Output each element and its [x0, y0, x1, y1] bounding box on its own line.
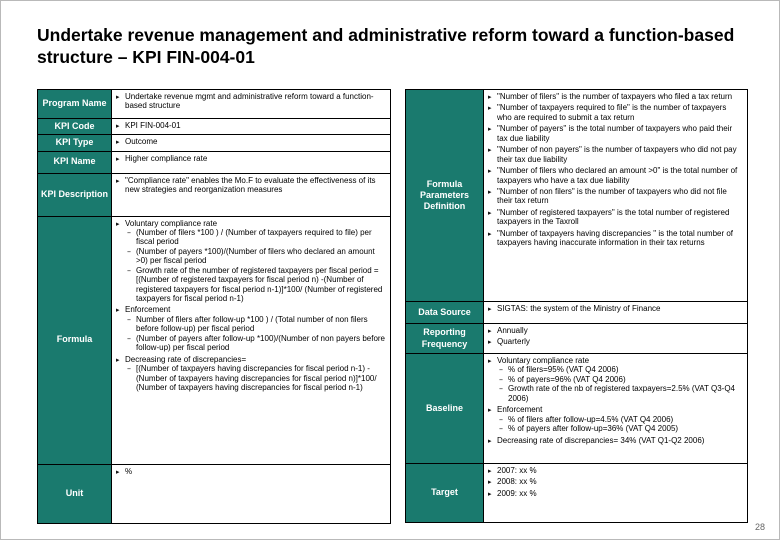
arrow-bullet-icon: ▸ [116, 467, 120, 476]
row-header-target: Target [406, 464, 484, 522]
dash-bullet-icon: – [499, 424, 503, 434]
bullet-item [488, 166, 743, 185]
bullet-item [488, 436, 743, 445]
bullet-text: Voluntary compliance rate [125, 218, 218, 228]
sub-bullet-item [499, 365, 743, 374]
bullet-text: "Number of filers who declared an amount >0" is the total number of taxpayers who have a tax due liability [497, 166, 738, 185]
bullet-text: Growth rate of the number of registered taxpayers per fiscal period = [(Number of registered taxpayers for fiscal period n) -(Number of registered taxpayers for fiscal period n-1)]*100/ (Number of registered taxpayers for fiscal period n-1) [136, 265, 383, 303]
table-row-kpi-name [38, 152, 390, 174]
table-row-kpi-type [38, 135, 390, 151]
row-content-formula-parameters [484, 90, 747, 301]
dash-bullet-icon: – [499, 374, 503, 384]
row-content-kpi-type [112, 135, 390, 150]
arrow-bullet-icon: ▸ [488, 406, 492, 415]
arrow-bullet-icon: ▸ [116, 93, 120, 101]
dash-bullet-icon: – [127, 333, 131, 343]
bullet-text: Quarterly [497, 337, 530, 347]
bullet-text: Voluntary compliance rate [497, 356, 590, 365]
dash-bullet-icon: – [127, 265, 131, 275]
bullet-text: "Number of taxpayers having discrepancies " is the total number of taxpayers having inaccurate information in their tax returns [497, 228, 734, 248]
row-content-kpi-code [112, 119, 390, 134]
slide-title: Undertake revenue management and administrative reform toward a function-based structure – KPI FIN-004-01 [37, 25, 735, 67]
bullet-text: 2008: xx % [497, 477, 537, 487]
arrow-bullet-icon: ▸ [488, 327, 492, 335]
bullet-item [116, 176, 386, 195]
bullet-item [488, 466, 743, 475]
bullet-text: "Compliance rate" enables the Mo.F to evaluate the effectiveness of its new strategies and reorganization measures [125, 175, 376, 194]
dash-bullet-icon: – [127, 364, 131, 374]
sub-bullet-item [499, 384, 743, 403]
bullet-text: Number of filers after follow-up *100 ) / (Total number of non filers before follow-up) per fiscal period [136, 314, 368, 334]
arrow-bullet-icon: ▸ [488, 93, 492, 101]
bullet-item [488, 489, 743, 498]
bullet-text: "Number of payers" is the total number of taxpayers who paid their tax due liability [497, 124, 733, 143]
bullet-item [116, 154, 386, 163]
arrow-bullet-icon: ▸ [116, 122, 120, 130]
bullet-text: "Number of filers" is the number of taxpayers who filed a tax return [497, 92, 733, 101]
sub-bullet-item [127, 315, 386, 334]
row-header-baseline: Baseline [406, 354, 484, 463]
bullet-text: Higher compliance rate [125, 153, 208, 163]
bullet-text: Undertake revenue mgmt and administrative reform toward a function-based structure [125, 92, 374, 111]
bullet-item [116, 355, 386, 364]
arrow-bullet-icon: ▸ [488, 338, 492, 347]
table-row-formula [38, 217, 390, 465]
bullet-text: KPI FIN-004-01 [125, 121, 181, 130]
bullet-text: % of filers after follow-up=4.5% (VAT Q4 2006) [508, 414, 674, 424]
sub-bullet-item [499, 424, 743, 433]
table-row-unit [38, 465, 390, 523]
bullet-item [488, 187, 743, 206]
row-header-data-source: Data Source [406, 302, 484, 323]
bullet-item [116, 137, 386, 146]
bullet-item [488, 356, 743, 365]
table-row-formula-parameters [406, 90, 747, 302]
bullet-text: "Number of non payers" is the number of taxpayers who did not pay their tax due liability [497, 145, 737, 164]
bullet-item [488, 229, 743, 248]
row-header-formula-parameters: Formula Parameters Definition [406, 90, 484, 301]
bullet-item [488, 124, 743, 143]
bullet-text: 2007: xx % [497, 466, 537, 475]
page-number: 28 [754, 522, 765, 532]
bullet-item [488, 208, 743, 227]
sub-bullet-item [127, 364, 386, 392]
bullet-text: SIGTAS: the system of the Ministry of Finance [497, 304, 661, 313]
row-content-unit [112, 465, 390, 523]
arrow-bullet-icon: ▸ [116, 355, 120, 364]
arrow-bullet-icon: ▸ [116, 219, 120, 228]
bullet-text: Growth rate of the nb of registered taxpayers=2.5% (VAT Q3-Q4 2006) [508, 384, 735, 403]
dash-bullet-icon: – [127, 314, 131, 324]
arrow-bullet-icon: ▸ [488, 467, 492, 475]
table-row-baseline [406, 354, 747, 464]
bullet-item [488, 477, 743, 486]
bullet-item [488, 92, 743, 101]
bullet-item [488, 304, 743, 313]
row-content-reporting-frequency [484, 324, 747, 353]
bullet-text: Decreasing rate of discrepancies= [125, 354, 247, 364]
sub-bullet-item [499, 415, 743, 424]
arrow-bullet-icon: ▸ [116, 176, 120, 185]
bullet-item [488, 326, 743, 335]
bullet-text: Enforcement [125, 305, 171, 315]
table-row-program-name [38, 90, 390, 119]
bullet-text: % of filers=95% (VAT Q4 2006) [508, 365, 619, 375]
arrow-bullet-icon: ▸ [488, 436, 492, 445]
bullet-item [488, 103, 743, 122]
bullet-item [488, 145, 743, 164]
arrow-bullet-icon: ▸ [488, 187, 492, 196]
arrow-bullet-icon: ▸ [488, 357, 492, 365]
row-header-reporting-frequency: Reporting Frequency [406, 324, 484, 353]
bullet-text: % of payers after follow-up=36% (VAT Q4 2005) [508, 424, 679, 434]
arrow-bullet-icon: ▸ [488, 104, 492, 113]
bullet-item [488, 405, 743, 414]
table-row-data-source [406, 302, 747, 324]
row-header-unit: Unit [38, 465, 112, 523]
bullet-text: % [125, 466, 133, 476]
bullet-text: Enforcement [497, 405, 543, 415]
row-content-baseline [484, 354, 747, 463]
row-content-data-source [484, 302, 747, 323]
sub-bullet-item [127, 266, 386, 304]
bullet-item [116, 219, 386, 228]
table-row-reporting-frequency [406, 324, 747, 354]
table-row-kpi-description [38, 174, 390, 217]
bullet-text: Decreasing rate of discrepancies= 34% (VAT Q1-Q2 2006) [497, 435, 705, 445]
dash-bullet-icon: – [499, 384, 503, 394]
bullet-item [116, 305, 386, 314]
bullet-text: (Number of filers *100 ) / (Number of taxpayers required to file) per fiscal period [136, 227, 372, 247]
arrow-bullet-icon: ▸ [488, 125, 492, 134]
dash-bullet-icon: – [127, 227, 131, 237]
arrow-bullet-icon: ▸ [488, 305, 492, 313]
bullet-item [116, 92, 386, 111]
row-header-program-name: Program Name [38, 90, 112, 118]
row-header-kpi-code: KPI Code [38, 119, 112, 134]
row-header-formula: Formula [38, 217, 112, 464]
row-content-kpi-description [112, 174, 390, 216]
dash-bullet-icon: – [499, 365, 503, 375]
bullet-text: Annually [497, 326, 528, 335]
arrow-bullet-icon: ▸ [116, 138, 120, 147]
bullet-text: % of payers=96% (VAT Q4 2006) [508, 374, 626, 384]
arrow-bullet-icon: ▸ [116, 306, 120, 315]
arrow-bullet-icon: ▸ [488, 208, 492, 217]
row-content-kpi-name [112, 152, 390, 173]
bullet-item [116, 467, 386, 476]
table-row-kpi-code [38, 119, 390, 135]
kpi-parameters-table [405, 89, 748, 523]
row-content-target [484, 464, 747, 522]
arrow-bullet-icon: ▸ [488, 478, 492, 487]
bullet-text: Outcome [125, 137, 158, 147]
row-header-kpi-type: KPI Type [38, 135, 112, 150]
table-row-target [406, 464, 747, 522]
row-content-program-name [112, 90, 390, 118]
kpi-definition-table [37, 89, 391, 524]
arrow-bullet-icon: ▸ [488, 229, 492, 238]
bullet-text: [(Number of taxpayers having discrepancies for fiscal period n-1) - (Number of taxpayers having discrepancies for fiscal period n)]*100/ (Number of taxpayers having discrepancies for fiscal period n-1) [136, 364, 377, 392]
sub-bullet-item [499, 375, 743, 384]
bullet-item [116, 121, 386, 130]
bullet-text: (Number of payers *100)/(Number of filers who declared an amount >0) per fiscal period [136, 246, 375, 266]
row-header-kpi-name: KPI Name [38, 152, 112, 173]
bullet-text: "Number of taxpayers required to file" is the number of taxpayers who are required to submit a tax return [497, 103, 727, 122]
sub-bullet-item [127, 247, 386, 266]
bullet-item [488, 337, 743, 346]
sub-bullet-item [127, 334, 386, 353]
arrow-bullet-icon: ▸ [116, 154, 120, 163]
arrow-bullet-icon: ▸ [488, 489, 492, 498]
bullet-text: "Number of non filers" is the number of taxpayers who did not file their tax return [497, 186, 727, 206]
row-header-kpi-description: KPI Description [38, 174, 112, 216]
dash-bullet-icon: – [499, 414, 503, 424]
bullet-text: "Number of registered taxpayers" is the total number of registered taxpayers in the Taxroll [497, 207, 730, 227]
arrow-bullet-icon: ▸ [488, 146, 492, 155]
bullet-text: 2009: xx % [497, 488, 537, 498]
sub-bullet-item [127, 228, 386, 247]
bullet-text: (Number of payers after follow-up *100)/(Number of non payers before follow-up) per fiscal period [136, 333, 386, 353]
row-content-formula [112, 217, 390, 464]
dash-bullet-icon: – [127, 246, 131, 256]
arrow-bullet-icon: ▸ [488, 167, 492, 176]
